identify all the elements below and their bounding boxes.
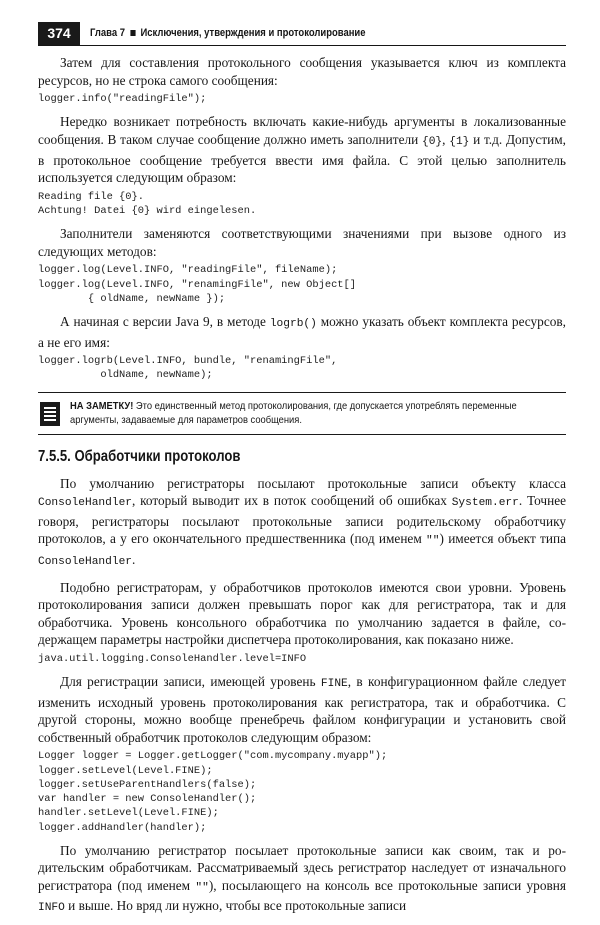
paragraph: По умолчанию регистратор посылает протокольные записи как своим, так и родительским обработчикам. Рассматриваемый здесь регистратор наследует от изначального регистратора (под именем ""), посылающего на консоль все протокольные записи уровня INFO и выше. Но вряд ли нужно, чтобы все протокольные записи	[38, 842, 566, 915]
page-body	[38, 54, 566, 925]
code-block: logger.info("readingFile");	[38, 93, 207, 106]
note-label: НА ЗАМЕТКУ!	[70, 400, 134, 412]
code-block: Reading file {0}. Achtung! Datei {0} wird eingelesen.	[38, 190, 257, 217]
note-box	[38, 392, 566, 435]
section-heading: 7.5.5. Обработчики протоколов	[38, 447, 241, 465]
code-block: java.util.logging.ConsoleHandler.level=INFO	[38, 652, 307, 665]
chapter-label: Глава 7	[90, 27, 126, 39]
square-bullet-icon	[130, 30, 135, 36]
note-icon	[40, 402, 60, 426]
paragraph: По умолчанию регистраторы посылают протокольные записи объекту класса ConsoleHandler, который выводит их в поток сообщений об ошибках System.err. Точнее говоря, регистраторы посылают протокольные записи родительскому обработчику протоколов, а у его окончательного предшественника (под именем "") имеется объект типа ConsoleHandler.	[38, 475, 566, 568]
paragraph: Заполнители заменяются соответствующими значениями при вызове одного из следующих методов:	[38, 226, 566, 259]
paragraph: Нередко возникает потребность включать какие-нибудь аргументы в локализованные сообщения. В таком случае сообщение должно иметь заполнители {0}, {1} и т.д. Допустим, в протокольное сообщение требуется ввести имя файла. С этой целью заполнитель используется следующим образом:	[38, 114, 567, 186]
code-block: Logger logger = Logger.getLogger("com.mycompany.myapp"); logger.setLevel(Level.FINE); logger.setUseParentHandlers(false); var handler = new ConsoleHandler(); handler.setLevel(Level.FINE); logger.addHandler(handler);	[38, 750, 388, 834]
page-number: 374	[38, 22, 80, 45]
paragraph: Подобно регистраторам, у обработчиков протоколов имеются свои уровни. Уровень протоколирования записи должен превышать порог как для регистратора, так и для обработчика. Уровень консольного обработчика по умолчанию задается в файле, содержащем параметры настройки диспетчера протоколирования, как показано ниже.	[38, 579, 566, 648]
header-rule	[38, 45, 566, 46]
paragraph: Для регистрации записи, имеющей уровень FINE, в конфигурационном файле следует изменить исходный уровень протоколирования как регистратора, так и обработчика. С другой стороны, можно вообще пренебречь файлом конфигурации и установить свой собственный обработчик протоколов следующим образом:	[38, 674, 567, 745]
chapter-title: Исключения, утверждения и протоколирование	[140, 27, 366, 39]
code-block: logger.logrb(Level.INFO, bundle, "renamingFile", oldName, newName);	[38, 355, 338, 382]
note-text: НА ЗАМЕТКУ! Это единственный метод протоколирования, где допускается употреблять переменные аргументы, задаваемые для параметров сообщения.	[70, 400, 517, 426]
code-block: logger.log(Level.INFO, "readingFile", fileName); logger.log(Level.INFO, "renamingFile", new Object[] { oldName, newName });	[38, 264, 357, 305]
page-header	[38, 22, 566, 45]
paragraph: А начиная с версии Java 9, в методе logrb() можно указать объект комплекта ресурсов, а не его имя:	[38, 313, 566, 350]
running-head	[90, 24, 365, 43]
paragraph: Затем для составления протокольного сообщения указывается ключ из комплекта ресурсов, но не строка самого сообщения:	[38, 55, 566, 88]
